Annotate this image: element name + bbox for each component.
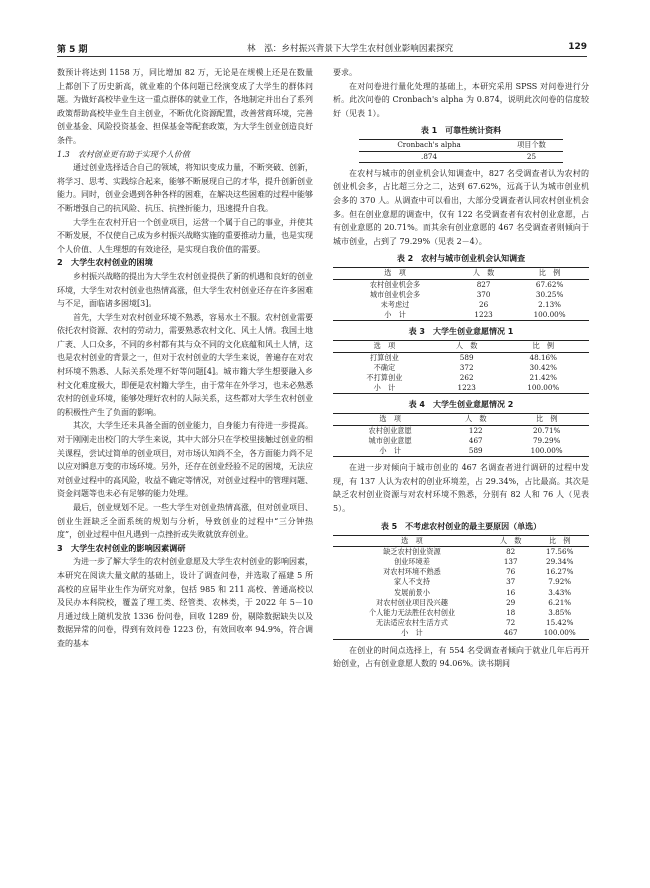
- table-cell: 16: [506, 587, 516, 597]
- table-cell: 农村创业意愿: [368, 425, 412, 435]
- table-cell: 26: [479, 299, 489, 309]
- table-cell: 67.62%: [535, 279, 564, 289]
- table-cell: 创业环境差: [393, 556, 430, 566]
- table-cell: 122: [468, 425, 483, 435]
- table-cell: 137: [503, 556, 518, 566]
- paragraph: 在农村与城市的创业机会认知调查中，827 名受调查者认为农村的创业机会多，占比超三分之二，达到 67.62%，远高于认为城市创业机会多的 370 人。从调查中可以看出，大部分受调查者认同农村创业机会多。但在创业意愿的调查中，仅有 122 名受调查者有农村创业意愿，占有创业意愿的 20.71%。而其余有创业意愿的 467 名受调查者则倾向于城市创业，占到了 79.29%（见表 2－4）。: [333, 168, 589, 246]
- table-cell: 对农村环境不熟悉: [383, 567, 441, 577]
- running-header: [57, 42, 587, 57]
- table-row: [333, 363, 589, 373]
- table-cell: 小 计: [333, 446, 447, 457]
- table-cell: 16.27%: [546, 567, 574, 577]
- table-header-cell: 比 例: [530, 535, 589, 546]
- table-header-cell: 比 例: [504, 414, 589, 425]
- table-row: [359, 151, 564, 162]
- table-row: [333, 588, 589, 598]
- table-cell: 小 计: [333, 383, 436, 394]
- table-row: [333, 628, 589, 639]
- table-cell: 372: [459, 362, 474, 372]
- section-heading-3: 3 大学生农村创业的影响因素调研: [57, 542, 186, 553]
- paragraph: 数预计将达到 1158 万，同比增加 82 万，无论是在规模上还是在数量上都创下了历史新高，就业难的个体问题已经演变成了大学生的群体问题。为做好高校毕业生这一重点群体的就业工作，各地制定并出台了系列政策帮助高校毕业生自主创业，不断优化资源配置，改善营商环境，完善创业基金、风险投资基金、担保基金等配套政策，为大学生创业创造良好条件。: [57, 68, 313, 145]
- table-header-cell: 人 数: [436, 341, 498, 352]
- paragraph: 在对问卷进行量化处理的基础上，本研究采用 SPSS 对问卷进行分析。此次问卷的 Cronbach's alpha 为 0.874，说明此次问卷的信度较好（见表 1）。: [333, 81, 589, 118]
- table-cell: 无法适应农村生活方式: [376, 618, 448, 628]
- table-row: [333, 546, 589, 557]
- table-cell: 467: [491, 628, 531, 639]
- table-cell: 100.00%: [530, 628, 589, 639]
- table-cell: 小 计: [333, 310, 457, 321]
- table-cell: 20.71%: [532, 425, 561, 435]
- table-cell: 29: [506, 597, 516, 607]
- section-heading-2: 2 大学生农村创业的困境: [57, 257, 153, 268]
- table-cell: 城市创业机会多: [369, 289, 421, 299]
- table-row: [333, 300, 589, 310]
- table-cell: .874: [359, 151, 500, 162]
- paragraph: 其次，大学生还未具备全面的创业能力，自身能力有待进一步提高。对于刚刚走出校门的大学生来说，其中大部分只在学校里接触过创业的相关课程，尝试过简单的创业项目，对市场认知尚不全，各方面能力尚不足以应对瞬息万变的市场环境。另外，还存在创业经验不足的困境，无法应对创业过程中的高风险，收益不确定等情况，对创业过程中的管理问题、资金问题等也未必有足够的能力处理。: [57, 421, 313, 499]
- table-cell: 370: [476, 289, 491, 299]
- issue-label: 第 5 期: [57, 45, 88, 55]
- table-cell: 3.43%: [548, 587, 572, 597]
- table-1: [359, 139, 564, 162]
- table-cell: 100.00%: [510, 310, 589, 321]
- table-cell: 18: [506, 607, 516, 617]
- paragraph: 要求。: [333, 68, 357, 77]
- right-column: [333, 66, 589, 671]
- table-3: [333, 340, 589, 394]
- table-cell: 6.21%: [548, 597, 572, 607]
- table-cell: 30.25%: [535, 289, 564, 299]
- table-cell: 589: [447, 446, 504, 457]
- table-cell: 21.42%: [529, 372, 557, 382]
- paragraph: 大学生在农村开启一个创业项目，运营一个属于自己的事业，并使其不断发展，不仅使自己成为乡村振兴战略实施的重要推动力量，也是实现个人价值、人生理想的有效途径，是实现自我价值的需要。: [57, 217, 313, 254]
- table-cell: 29.34%: [546, 556, 574, 566]
- table-cell: 缺乏农村创业资源: [383, 546, 441, 556]
- table-cell: 打算创业: [370, 352, 399, 362]
- table-row: [333, 310, 589, 321]
- table-row: [333, 567, 589, 577]
- table-cell: 30.42%: [529, 362, 557, 372]
- table-cell: 2.13%: [538, 299, 561, 309]
- left-column: [57, 66, 313, 651]
- table-cell: 1223: [436, 383, 498, 394]
- table-cell: 3.85%: [548, 607, 572, 617]
- table-row: [333, 436, 589, 446]
- table-cell: 家人不支持: [393, 577, 430, 587]
- table-cell: 48.16%: [529, 352, 557, 362]
- table-cell: 1223: [457, 310, 510, 321]
- table-4-caption: 表 4 大学生创业意愿情况 2: [408, 400, 514, 410]
- table-1-caption: 表 1 可靠性统计资料: [420, 126, 502, 136]
- table-cell: 100.00%: [498, 383, 589, 394]
- table-row: [333, 352, 589, 363]
- table-cell: 个人能力无法胜任农村创业: [368, 607, 456, 617]
- table-cell: 17.56%: [546, 546, 574, 556]
- table-row: [333, 608, 589, 618]
- table-cell: 262: [459, 372, 474, 382]
- table-row: [333, 618, 589, 628]
- section-heading-1-3: 1.3 农村创业更有助于实现个人价值: [57, 149, 190, 159]
- table-header-cell: 比 例: [498, 341, 589, 352]
- table-cell: 15.42%: [546, 618, 574, 628]
- table-cell: 未考虑过: [380, 299, 410, 309]
- table-cell: 不打算创业: [366, 372, 403, 382]
- table-header-cell: 项目个数: [500, 140, 564, 151]
- page-number: 129: [568, 42, 587, 52]
- table-row: [333, 598, 589, 608]
- table-cell: 827: [476, 279, 491, 289]
- table-3-caption: 表 3 大学生创业意愿情况 1: [408, 327, 514, 337]
- table-5: [333, 535, 589, 640]
- table-cell: 100.00%: [504, 446, 589, 457]
- paragraph: 在进一步对倾向于城市创业的 467 名调查者进行调研的过程中发现，有 137 人认为农村的创业环境差，占 29.34%，占比最高。其次是缺乏农村创业资源与对农村环境不熟悉，分别有 82 人和 76 人（见表 5）。: [333, 463, 589, 513]
- table-cell: 不确定: [373, 362, 396, 372]
- table-row: [333, 425, 589, 436]
- table-header-cell: Cronbach's alpha: [359, 140, 500, 151]
- table-row: [333, 446, 589, 457]
- table-row: [333, 577, 589, 587]
- table-cell: 农村创业机会多: [369, 279, 421, 289]
- table-cell: 对农村创业项目没兴趣: [376, 597, 448, 607]
- table-cell: 82: [506, 546, 516, 556]
- table-cell: 76: [506, 567, 516, 577]
- table-row: [333, 383, 589, 394]
- table-row: [333, 373, 589, 383]
- table-cell: 72: [506, 618, 516, 628]
- table-cell: 589: [459, 352, 474, 362]
- table-header-cell: 选 项: [333, 414, 447, 425]
- table-cell: 467: [468, 435, 483, 445]
- table-header-cell: 人 数: [491, 535, 531, 546]
- paragraph: 在创业的时间点选择上，有 554 名受调查者倾向于就业几年后再开始创业，占有创业意愿人数的 94.06%。读书期间: [333, 645, 589, 669]
- table-2: [333, 267, 589, 321]
- running-title: 林 泓：乡村振兴背景下大学生农村创业影响因素探究: [247, 44, 454, 54]
- paragraph: 通过创业选择适合自己的领域，将知识变成力量，不断突破、创新，将学习、思考、实践综合起来，能够不断展现自己的才华，提升创新创业能力。同时，创业会遇到各种各样的困难，在解决这些困难的过程中能够不断增强自己的抗风险、抗压、抗挫折能力，迅速提升自我。: [57, 163, 313, 213]
- table-row: [333, 557, 589, 567]
- paragraph: 乡村振兴战略的提出为大学生农村创业提供了新的机遇和良好的创业环境，大学生对农村创业也热情高涨，但大学生农村创业还存在许多困难与不足，面临诸多困境[3]。: [57, 271, 313, 309]
- paragraph: 首先，大学生对农村创业环境不熟悉，容易水土不服。农村创业需要依托农村资源、农村的劳动力，需要熟悉农村文化、风土人情。我国土地广袤、人口众多，不同的乡村都有其与众不同的文化底蕴和风土人情，这也是农村创业的背景之一，但对于农村创业的大学生来说，普遍存在对农村环境不熟悉、人际关系处理不好等问题[4]。城市籍大学生想要融入乡村文化难度极大，即便是农村籍大学生，由于常年在外学习，也未必熟悉农村的创业环境，能够处理好农村的人际关系，这些都对大学生农村创业的积极性产生了负面的影响。: [57, 312, 313, 417]
- paragraph: 为进一步了解大学生的农村创业意愿及大学生农村创业的影响因素，本研究在阅读大量文献的基础上，设计了调查问卷，并选取了福建 5 所高校的应届毕业生作为研究对象，包括 985 和 211 高校、普通高校以及民办本科院校，覆盖了理工类、经管类、农林类，于 2022 年 5－10 月通过线上随机发放 1336 份问卷，回收 1289 份，剔除数据缺失以及数据异常的问卷，得到有效问卷 1223 份，有效回收率 94.9%，符合调查的基本: [57, 557, 313, 648]
- table-header-cell: 选 项: [333, 341, 436, 352]
- table-cell: 小 计: [333, 628, 491, 639]
- table-header-cell: 人 数: [447, 414, 504, 425]
- table-cell: 城市创业意愿: [368, 435, 412, 445]
- table-cell: 发展前景小: [393, 587, 430, 597]
- table-4: [333, 413, 589, 457]
- table-row: [333, 279, 589, 290]
- table-row: [333, 290, 589, 300]
- paragraph: 最后，创业规划不足。一些大学生对创业热情高涨，但对创业项目、创业生涯缺乏全面系统的规划与分析，导致创业的过程中“三分钟热度”，创业过程中但凡遇到一点挫折或失败就放弃创业。: [57, 503, 313, 540]
- table-2-caption: 表 2 农村与城市创业机会认知调查: [396, 254, 526, 264]
- table-cell: 25: [500, 151, 564, 162]
- table-cell: 37: [506, 577, 516, 587]
- table-header-cell: 选 项: [333, 268, 457, 279]
- table-header-cell: 选 项: [333, 535, 491, 546]
- table-cell: 79.29%: [532, 435, 561, 445]
- table-5-caption: 表 5 不考虑农村创业的最主要原因（单选）: [380, 521, 542, 531]
- table-header-cell: 人 数: [457, 268, 510, 279]
- table-header-cell: 比 例: [510, 268, 589, 279]
- table-cell: 7.92%: [548, 577, 572, 587]
